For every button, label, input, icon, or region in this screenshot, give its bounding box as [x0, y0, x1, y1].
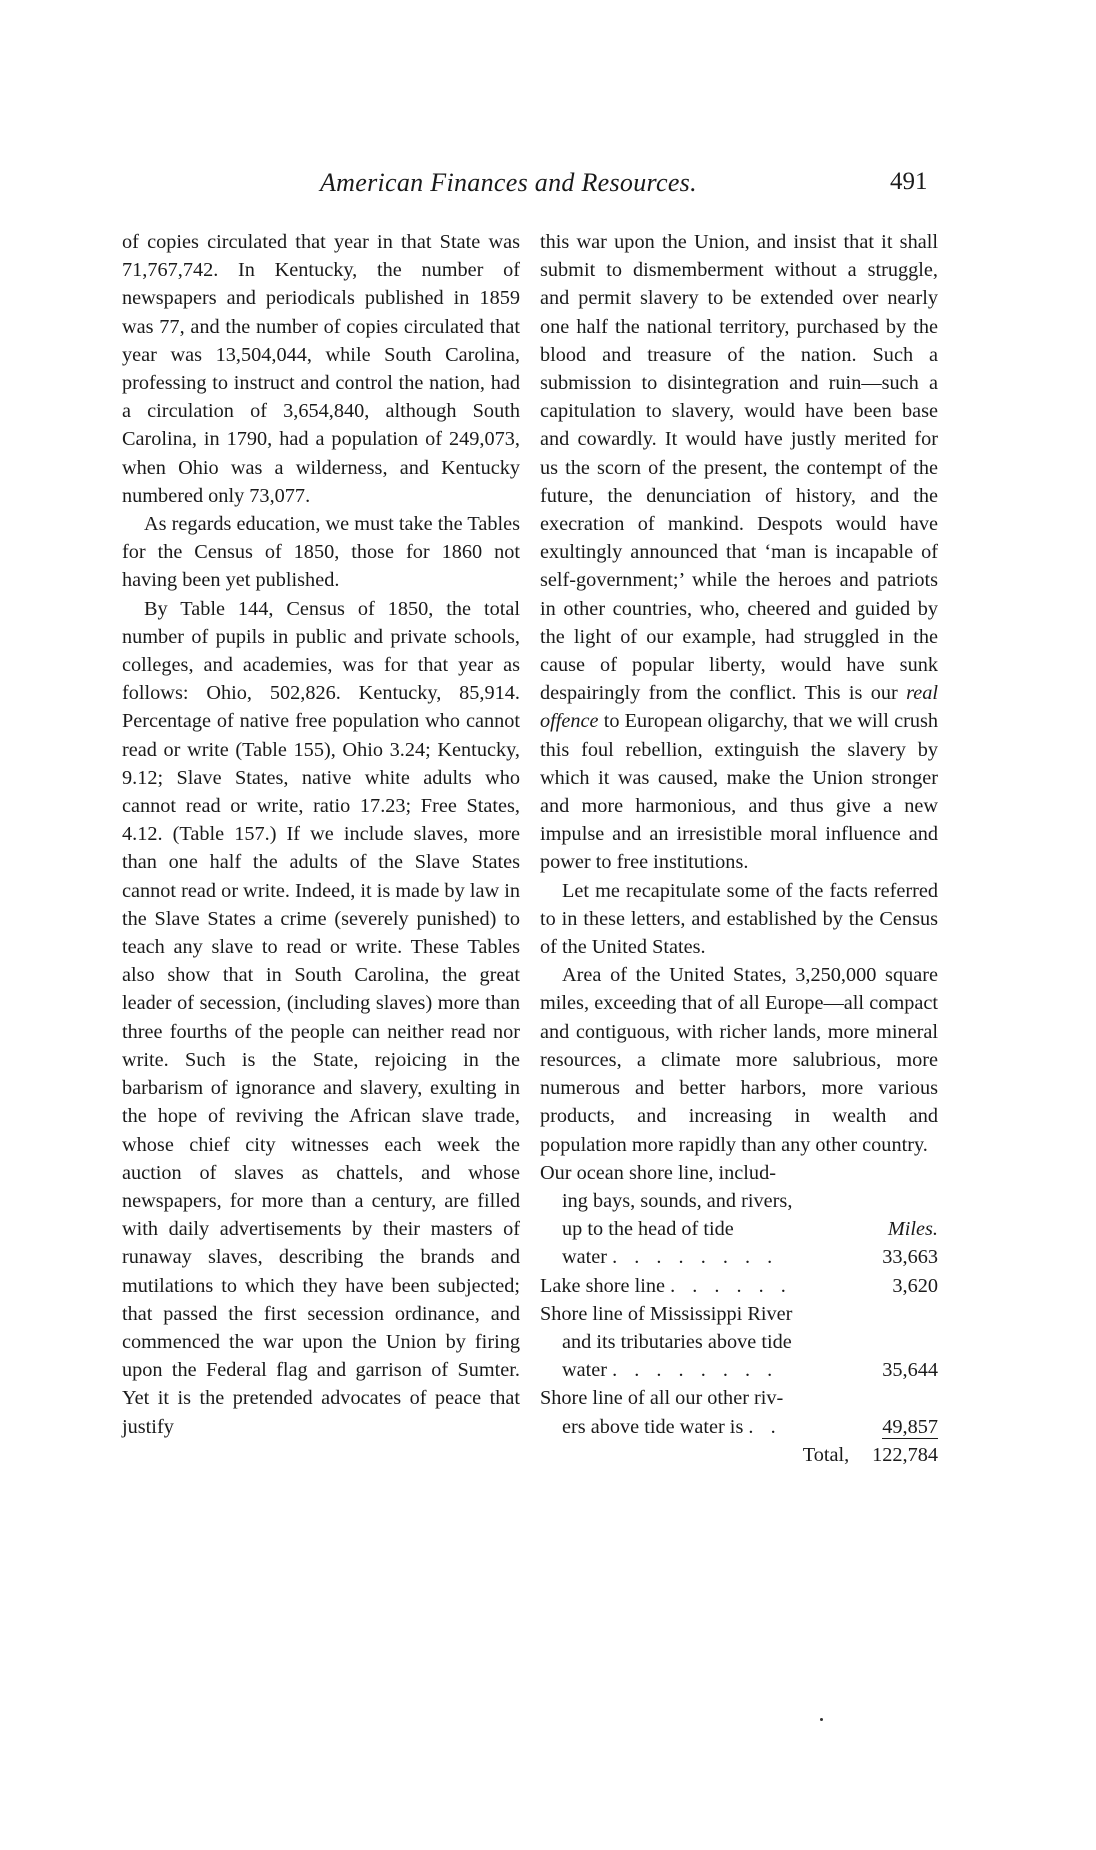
emphasis-real-offence: real offence	[540, 682, 938, 733]
page-header	[0, 168, 1096, 208]
table-cell-label: ing bays, sounds, and rivers,	[562, 1189, 793, 1212]
dot-leader: . . . . . . . .	[612, 1246, 779, 1269]
right-paragraph-1-text-a: this war upon the Union, and insist that it shall submit to dismemberment without a struggle, and permit slavery to be extended over nearly one half the national territory, purchased by the blood and treasure of the nation. Such a submission to disintegration and ruin—such a capitulation to slavery, would have been base and cowardly. It would have justly merited for us the scorn of the present, the contempt of the future, the denunciation of history, and the execration of mankind. Despots would have exultingly announced that ‘man is incapable of self-government;’ while the heroes and patriots in other countries, who, cheered and guided by the light of our example, had struggled in the cause of popular liberty, would have sunk despairingly from the conflict. This is our	[540, 231, 938, 705]
table-cell-label: Lake shore line . . . . . .	[540, 1274, 792, 1297]
dot-leader: . .	[748, 1415, 782, 1438]
table-cell-label: Shore line of Mississippi River	[540, 1302, 793, 1325]
table-cell-value: 49,857	[882, 1415, 938, 1438]
total-label: Total,	[802, 1443, 850, 1466]
page-number: 491	[890, 168, 928, 195]
table-cell-label: water . . . . . . . .	[562, 1359, 779, 1382]
table-row	[540, 1272, 938, 1300]
table-cell-value: 35,644	[882, 1359, 938, 1382]
left-paragraph-2: As regards education, we must take the Tables for the Census of 1850, those for 1860 not having been yet published.	[122, 513, 520, 592]
table-row	[540, 1243, 938, 1271]
dot-leader: . . . . . . . .	[612, 1359, 779, 1382]
total-value: 122,784	[872, 1443, 938, 1466]
table-row	[540, 1187, 938, 1215]
left-paragraph-3: By Table 144, Census of 1850, the total number of pupils in public and private schools, colleges, and academies, was for that year as follows: Ohio, 502,826. Kentucky, 85,914. Percentage of native free population who cannot read or write (Table 155), Ohio 3.24; Kentucky, 9.12; Slave States, native white adults who cannot read or write, ratio 17.23; Free States, 4.12. (Table 157.) If we include slaves, more than one half the adults of the Slave States cannot read or write. Indeed, it is made by law in the Slave States a crime (severely punished) to teach any slave to read or write. These Tables also show that in South Carolina, the great leader of secession, (including slaves) more than three fourths of the people can neither read nor write. Such is the State, rejoicing in the barbarism of ignorance and slavery, exulting in the hope of reviving the African slave trade, whose chief city witnesses each week the auction of slaves as chattels, and whose newspapers, for more than a century, are filled with daily advertisements by their masters of runaway slaves, describing the brands and mutilations to which they have been subjected; that passed the first secession ordinance, and commenced the war upon the Union by firing upon the Federal flag and garrison of Sumter. Yet it is the pretended advocates of peace that justify	[122, 597, 520, 1438]
right-paragraph-2: Let me recapitulate some of the facts referred to in these letters, and established by the Census of the United States.	[540, 879, 938, 959]
table-row	[540, 1215, 938, 1243]
right-paragraph-1-text-b: to European oligarchy, that we will crush this foul rebellion, extinguish the slavery by which it was caused, make the Union stronger and more harmonious, and thus give a new impulse and an irresistible moral influence and power to free institutions.	[540, 710, 938, 874]
unit-header: Miles.	[887, 1218, 938, 1241]
print-speck	[820, 1718, 823, 1721]
table-row	[540, 1413, 938, 1441]
table-cell-label: Our ocean shore line, includ-	[540, 1161, 776, 1184]
table-cell-value: 3,620	[892, 1274, 938, 1297]
table-row	[540, 1384, 938, 1412]
shore-line-table	[540, 1159, 938, 1469]
table-row	[540, 1356, 938, 1384]
table-cell-label: Shore line of all our other riv-	[540, 1387, 784, 1410]
table-cell-value: 33,663	[882, 1246, 938, 1269]
table-row	[540, 1300, 938, 1328]
table-row	[540, 1328, 938, 1356]
dot-leader: . . . . . .	[670, 1274, 792, 1297]
left-column	[122, 228, 520, 1441]
table-cell-label: water . . . . . . . .	[562, 1246, 779, 1269]
running-title: American Finances and Resources.	[320, 168, 697, 197]
right-paragraph-1	[540, 228, 938, 877]
table-cell-label: ers above tide water is . .	[562, 1415, 782, 1438]
table-row	[540, 1159, 938, 1187]
left-paragraph-1: of copies circulated that year in that State was 71,767,742. In Kentucky, the number of newspapers and periodicals published in 1859 was 77, and the number of copies circulated that year was 13,504,044, while South Carolina, professing to instruct and control the nation, had a circulation of 3,654,840, although South Carolina, in 1790, had a population of 249,073, when Ohio was a wilderness, and Kentucky numbered only 73,077.	[122, 231, 520, 507]
table-cell-label: up to the head of tide	[562, 1218, 734, 1241]
table-cell-label: and its tributaries above tide	[562, 1330, 792, 1353]
right-paragraph-3: Area of the United States, 3,250,000 square miles, exceeding that of all Europe—all compact and contiguous, with richer lands, more mineral resources, a climate more salubrious, more numerous and better harbors, more various products, and increasing in wealth and population more rapidly than any other country.	[540, 964, 938, 1156]
right-column	[540, 228, 938, 1469]
table-total-row	[540, 1441, 938, 1469]
